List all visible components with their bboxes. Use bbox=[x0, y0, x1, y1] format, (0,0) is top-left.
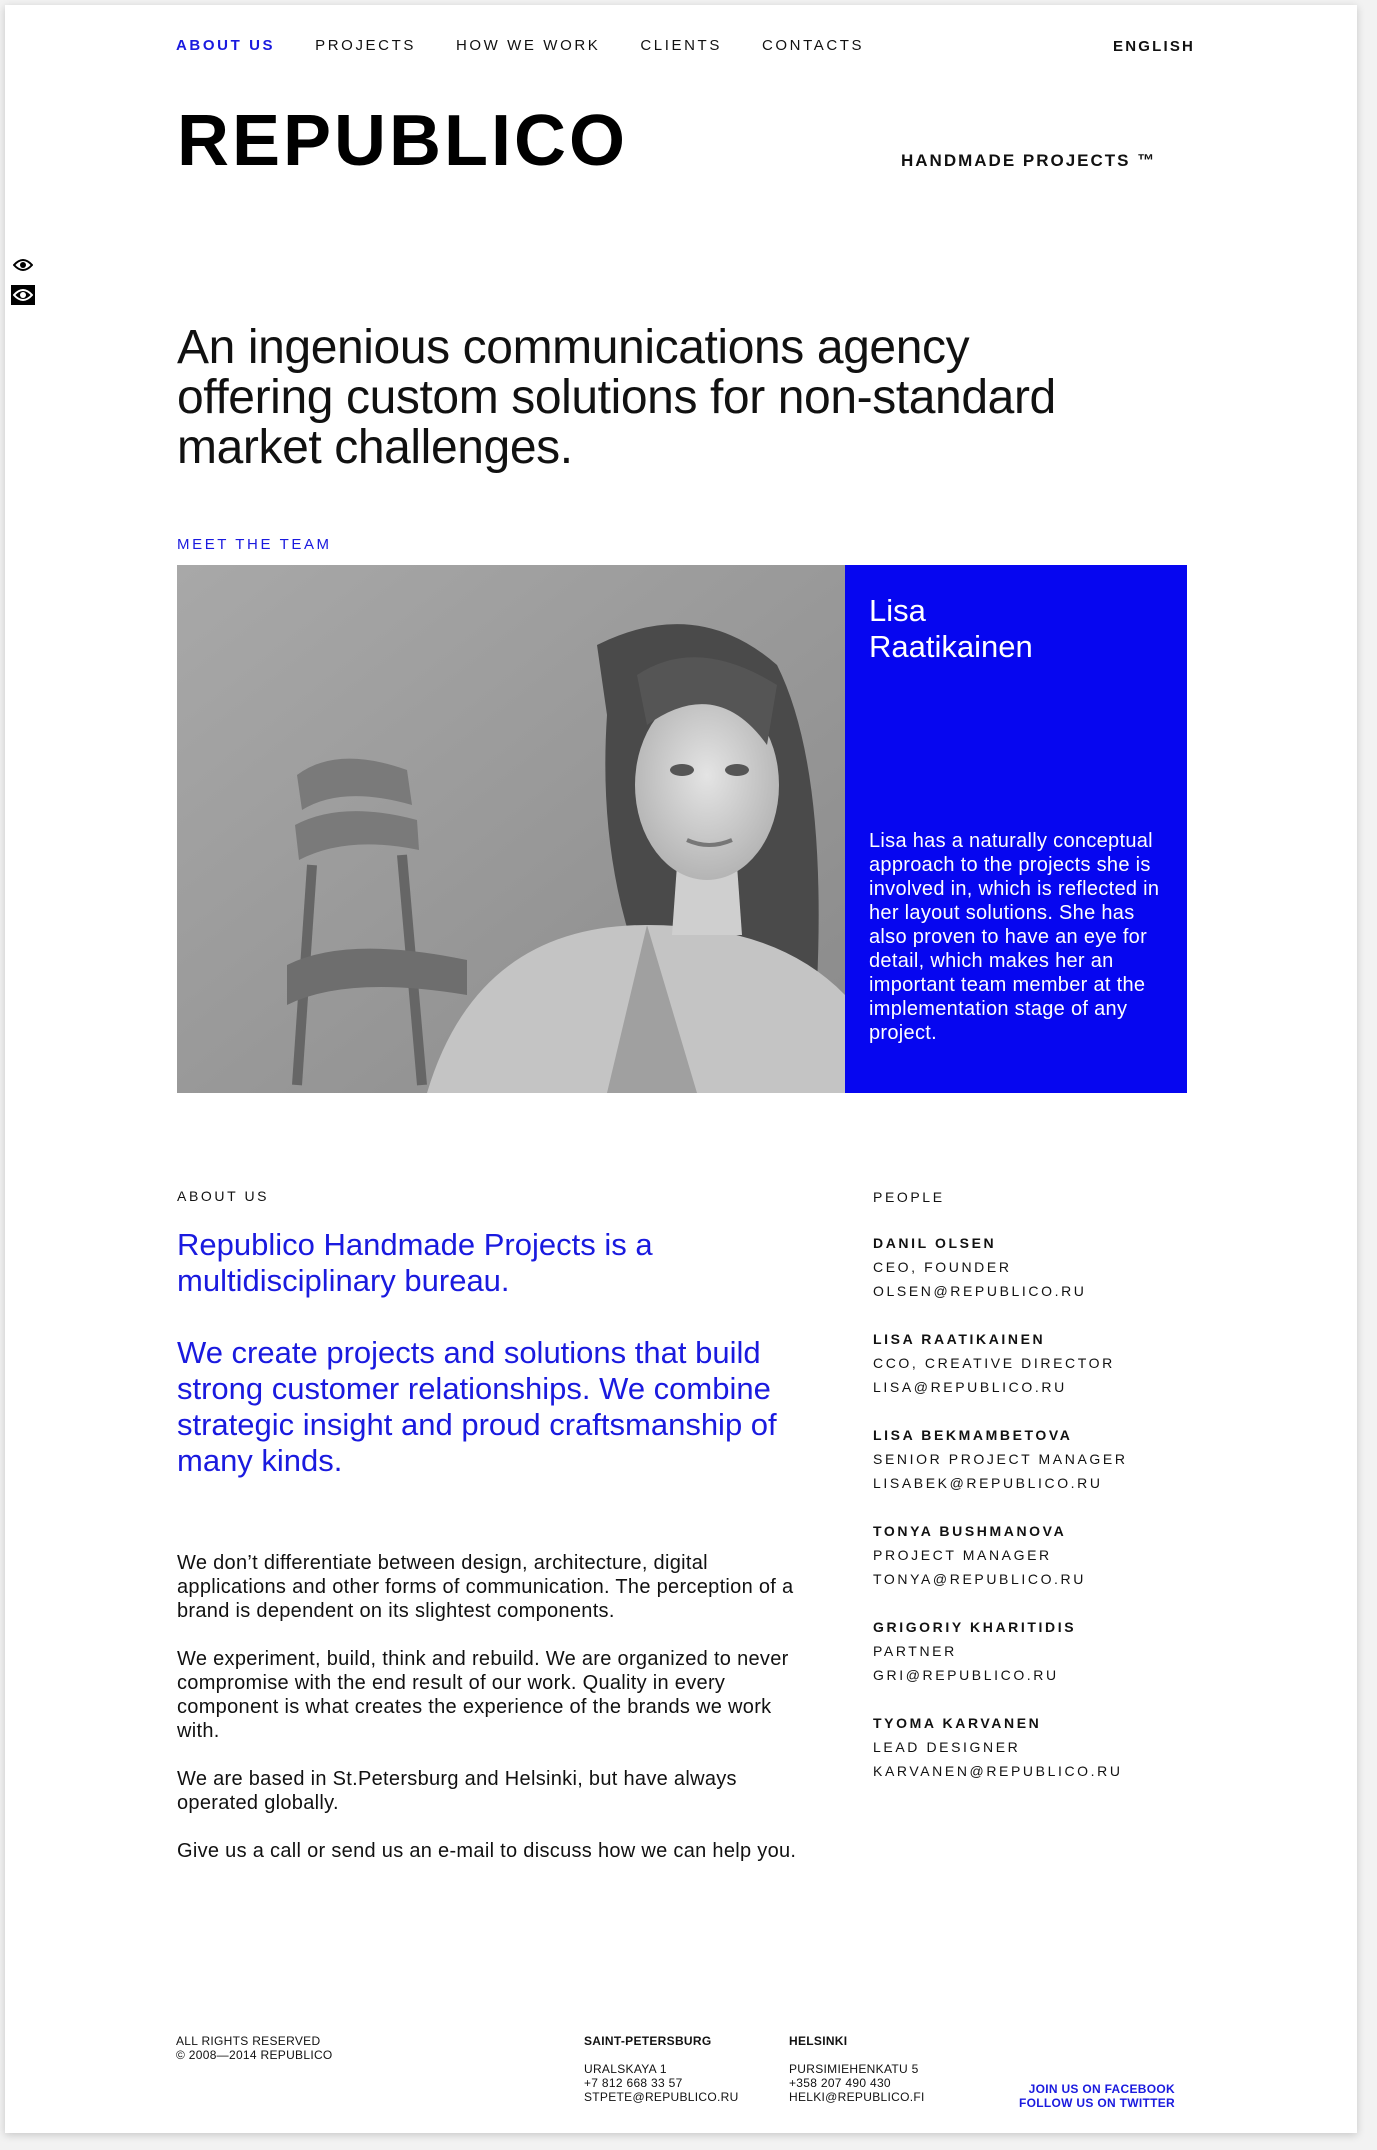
footer-copyright bbox=[176, 2034, 333, 2062]
person-name: TONYA BUSHMANOVA bbox=[873, 1523, 1067, 1539]
footer-email-link[interactable]: HELKI@REPUBLICO.FI bbox=[789, 2090, 925, 2104]
eye-icon[interactable] bbox=[11, 255, 35, 275]
team-member-bio: Lisa has a naturally conceptual approach to the projects she is involved in, which is reflected in her layout solutions. She has also proven to have an eye for detail, which makes her an important team member at the implementation stage of any project. bbox=[869, 830, 1160, 1044]
person-email-link[interactable]: OLSEN@REPUBLICO.RU bbox=[873, 1283, 1087, 1299]
tagline: HANDMADE PROJECTS ™ bbox=[901, 151, 1157, 170]
person-email-link[interactable]: TONYA@REPUBLICO.RU bbox=[873, 1571, 1086, 1587]
list-item bbox=[873, 1615, 1193, 1687]
footer-address-spb bbox=[584, 2034, 739, 2104]
list-item bbox=[873, 1231, 1193, 1303]
footer-phone[interactable]: +7 812 668 33 57 bbox=[584, 2076, 683, 2090]
footer-street: URALSKAYA 1 bbox=[584, 2062, 667, 2076]
team-member-card bbox=[845, 565, 1187, 1093]
person-role: LEAD DESIGNER bbox=[873, 1739, 1021, 1755]
footer-rights: ALL RIGHTS RESERVED bbox=[176, 2034, 321, 2048]
footer-social bbox=[1005, 2082, 1175, 2110]
team-member-last-name: Raatikainen bbox=[869, 629, 1033, 664]
person-name: DANIL OLSEN bbox=[873, 1235, 997, 1251]
person-name: LISA BEKMAMBETOVA bbox=[873, 1427, 1073, 1443]
people-label: PEOPLE bbox=[873, 1189, 945, 1205]
about-lead bbox=[177, 1227, 797, 1515]
person-role: CCO, CREATIVE DIRECTOR bbox=[873, 1355, 1115, 1371]
logo[interactable]: REPUBLICO bbox=[177, 101, 629, 181]
footer-city: SAINT-PETERSBURG bbox=[584, 2034, 712, 2048]
about-body-paragraph: We are based in St.Petersburg and Helsinki, but have always operated globally. bbox=[177, 1768, 737, 1814]
about-body-paragraph: We don’t differentiate between design, architecture, digital applications and other forms of communication. The perception of a brand is dependent on its slightest components. bbox=[177, 1552, 794, 1622]
team-member-photo bbox=[177, 565, 845, 1093]
nav-how-we-work[interactable]: HOW WE WORK bbox=[455, 37, 601, 54]
about-body-paragraph: We experiment, build, think and rebuild. We are organized to never compromise with the end result of our work. Quality in every component is what creates the experience of the brands we work with. bbox=[177, 1648, 789, 1742]
language-switch[interactable]: ENGLISH bbox=[1113, 38, 1196, 55]
meet-the-team-label: MEET THE TEAM bbox=[177, 536, 332, 553]
list-item bbox=[873, 1423, 1193, 1495]
footer-copyright-years: © 2008—2014 REPUBLICO bbox=[176, 2048, 333, 2062]
about-us-label: ABOUT US bbox=[177, 1188, 270, 1204]
list-item bbox=[873, 1711, 1193, 1783]
person-role: CEO, FOUNDER bbox=[873, 1259, 1012, 1275]
about-lead-paragraph: Republico Handmade Projects is a multidisciplinary bureau. bbox=[177, 1227, 653, 1298]
about-lead-paragraph: We create projects and solutions that build strong customer relationships. We combine strategic insight and proud craftsmanship of many kinds. bbox=[177, 1335, 777, 1478]
nav-contacts[interactable]: CONTACTS bbox=[761, 37, 865, 54]
person-role: PROJECT MANAGER bbox=[873, 1547, 1052, 1563]
main-nav bbox=[176, 37, 904, 54]
page bbox=[5, 5, 1357, 2133]
footer-street: PURSIMIEHENKATU 5 bbox=[789, 2062, 919, 2076]
footer-email-link[interactable]: STPETE@REPUBLICO.RU bbox=[584, 2090, 739, 2104]
team-member-first-name: Lisa bbox=[869, 593, 926, 628]
team-member-name bbox=[869, 593, 1033, 665]
footer-city: HELSINKI bbox=[789, 2034, 848, 2048]
nav-clients[interactable]: CLIENTS bbox=[640, 37, 722, 54]
person-email-link[interactable]: GRI@REPUBLICO.RU bbox=[873, 1667, 1059, 1683]
person-role: PARTNER bbox=[873, 1643, 957, 1659]
person-email-link[interactable]: LISABEK@REPUBLICO.RU bbox=[873, 1475, 1103, 1491]
list-item bbox=[873, 1327, 1193, 1399]
twitter-link[interactable]: FOLLOW US ON TWITTER bbox=[1019, 2096, 1175, 2110]
person-name: GRIGORIY KHARITIDIS bbox=[873, 1619, 1077, 1635]
person-role: SENIOR PROJECT MANAGER bbox=[873, 1451, 1128, 1467]
facebook-link[interactable]: JOIN US ON FACEBOOK bbox=[1028, 2082, 1175, 2096]
about-body-paragraph: Give us a call or send us an e-mail to discuss how we can help you. bbox=[177, 1840, 797, 1862]
eye-inverted-icon[interactable] bbox=[11, 285, 35, 305]
list-item bbox=[873, 1519, 1193, 1591]
footer-phone[interactable]: +358 207 490 430 bbox=[789, 2076, 891, 2090]
nav-projects[interactable]: PROJECTS bbox=[315, 37, 416, 54]
nav-about-us[interactable]: ABOUT US bbox=[176, 37, 276, 54]
headline: An ingenious communications agency offering custom solutions for non-standard market challenges. bbox=[177, 321, 1056, 474]
people-list bbox=[873, 1231, 1193, 1807]
person-name: TYOMA KARVANEN bbox=[873, 1715, 1042, 1731]
person-email-link[interactable]: KARVANEN@REPUBLICO.RU bbox=[873, 1763, 1123, 1779]
footer-address-helsinki bbox=[789, 2034, 925, 2104]
person-email-link[interactable]: LISA@REPUBLICO.RU bbox=[873, 1379, 1067, 1395]
about-body bbox=[177, 1551, 817, 1887]
person-name: LISA RAATIKAINEN bbox=[873, 1331, 1046, 1347]
